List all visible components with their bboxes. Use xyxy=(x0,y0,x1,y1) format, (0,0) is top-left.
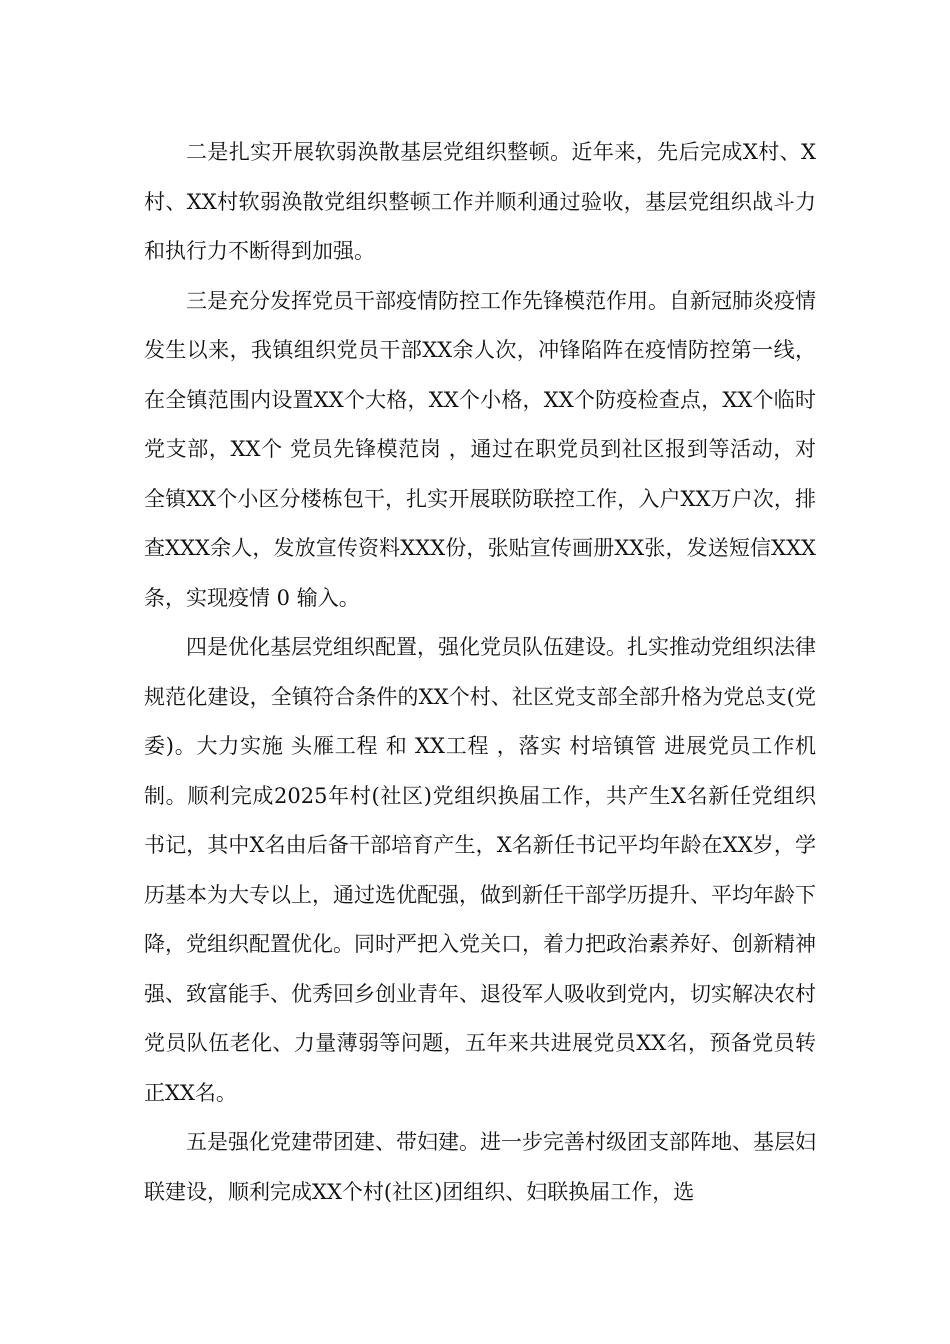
paragraph-youth-women-building: 五是强化党建带团建、带妇建。进一步完善村级团支部阵地、基层妇联建设，顺利完成XX个村(社区)团组织、妇联换届工作，选 xyxy=(144,1130,816,1204)
document-body xyxy=(144,128,816,1217)
paragraph-epidemic-prevention: 三是充分发挥党员干部疫情防控工作先锋模范作用。自新冠肺炎疫情发生以来，我镇组织党员干部XX余人次，冲锋陷阵在疫情防控第一线，在全镇范围内设置XX个大格，XX个小格，XX个防疫检查点，XX个临时党支部，XX个 党员先锋模范岗 ，通过在职党员到社区报到等活动，对全镇XX个小区分楼栋包干，扎实开展联防联控工作，入户XX万户次，排查XXX余人，发放宣传资料XXX份，张贴宣传画册XX张，发送短信XXX条，实现疫情 0 输入。 xyxy=(144,288,816,610)
paragraph-organization-optimization: 四是优化基层党组织配置，强化党员队伍建设。扎实推动党组织法律规范化建设，全镇符合条件的XX个村、社区党支部全部升格为党总支(党委)。大力实施 头雁工程 和 XX工程 ，落实 村培镇管 进展党员工作机制。顺利完成2025年村(社区)党组织换届工作，共产生X名新任党组织书记，其中X名由后备干部培育产生，X名新任书记平均年龄在XX岁，学历基本为大专以上，通过选优配强，做到新任干部学历提升、平均年龄下降，党组织配置优化。同时严把入党关口，着力把政治素养好、创新精神强、致富能手、优秀回乡创业青年、退役军人吸收到党内，切实解决农村党员队伍老化、力量薄弱等问题，五年来共进展党员XX名，预备党员转正XX名。 xyxy=(144,635,816,1105)
paragraph-rectification: 二是扎实开展软弱涣散基层党组织整顿。近年来，先后完成X村、X村、XX村软弱涣散党组织整顿工作并顺利通过验收，基层党组织战斗力和执行力不断得到加强。 xyxy=(144,140,816,263)
